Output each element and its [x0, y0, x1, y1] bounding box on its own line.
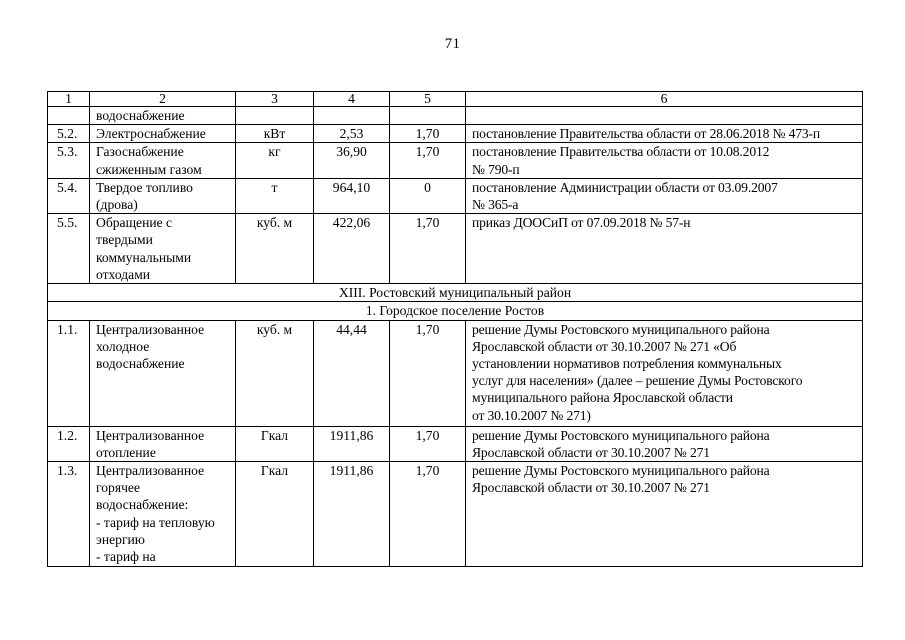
coefficient: 1,70	[390, 462, 466, 567]
subsection-row	[48, 302, 863, 320]
norm-value: 964,10	[314, 178, 390, 213]
row-number: 1.2.	[48, 426, 90, 461]
norm-value: 36,90	[314, 143, 390, 178]
unit: Гкал	[236, 426, 314, 461]
row-number: 5.3.	[48, 143, 90, 178]
unit: куб. м	[236, 320, 314, 426]
coefficient: 1,70	[390, 214, 466, 284]
service-name: Газоснабжение сжиженным газом	[90, 143, 236, 178]
row-number	[48, 107, 90, 125]
unit: кг	[236, 143, 314, 178]
page-number: 71	[444, 36, 461, 52]
coefficient: 0	[390, 178, 466, 213]
coefficient	[390, 107, 466, 125]
table-row	[48, 462, 863, 567]
table-row	[48, 178, 863, 213]
coefficient: 1,70	[390, 125, 466, 143]
tariff-table	[47, 91, 863, 567]
legal-basis: решение Думы Ростовского муниципального района Ярославской области от 30.10.2007 № 271 «Об установлении нормативов потребления коммунальных услуг для населения» (далее – решение Думы Ростовского муниципального района Ярославской области от 30.10.2007 № 271)	[466, 320, 863, 426]
row-number: 5.2.	[48, 125, 90, 143]
subsection-title: 1. Городское поселение Ростов	[48, 302, 863, 320]
row-number: 5.4.	[48, 178, 90, 213]
service-name: Твердое топливо (дрова)	[90, 178, 236, 213]
table-row	[48, 214, 863, 284]
table-row	[48, 143, 863, 178]
norm-value: 1911,86	[314, 426, 390, 461]
column-number: 2	[90, 92, 236, 107]
row-number: 1.1.	[48, 320, 90, 426]
coefficient: 1,70	[390, 320, 466, 426]
legal-basis: решение Думы Ростовского муниципального района Ярославской области от 30.10.2007 № 271	[466, 462, 863, 567]
norm-value	[314, 107, 390, 125]
legal-basis: решение Думы Ростовского муниципального района Ярославской области от 30.10.2007 № 271	[466, 426, 863, 461]
column-number: 5	[390, 92, 466, 107]
coefficient: 1,70	[390, 426, 466, 461]
section-title: XIII. Ростовский муниципальный район	[48, 284, 863, 302]
table-row	[48, 320, 863, 426]
legal-basis: приказ ДООСиП от 07.09.2018 № 57-н	[466, 214, 863, 284]
norm-value: 44,44	[314, 320, 390, 426]
column-number: 6	[466, 92, 863, 107]
service-name: Централизованное горячее водоснабжение: - тариф на тепловую энергию - тариф на	[90, 462, 236, 567]
table-row	[48, 107, 863, 125]
unit: т	[236, 178, 314, 213]
row-number: 1.3.	[48, 462, 90, 567]
legal-basis: постановление Правительства области от 10.08.2012 № 790-п	[466, 143, 863, 178]
legal-basis: постановление Правительства области от 28.06.2018 № 473-п	[466, 125, 863, 143]
column-number-row	[48, 92, 863, 107]
norm-value: 2,53	[314, 125, 390, 143]
column-number: 4	[314, 92, 390, 107]
legal-basis: постановление Администрации области от 03.09.2007 № 365-а	[466, 178, 863, 213]
service-name: Обращение с твердыми коммунальными отходами	[90, 214, 236, 284]
norm-value: 1911,86	[314, 462, 390, 567]
unit: кВт	[236, 125, 314, 143]
column-number: 1	[48, 92, 90, 107]
service-name: Централизованное холодное водоснабжение	[90, 320, 236, 426]
unit: Гкал	[236, 462, 314, 567]
column-number: 3	[236, 92, 314, 107]
table-row	[48, 426, 863, 461]
legal-basis	[466, 107, 863, 125]
service-name: водоснабжение	[90, 107, 236, 125]
norm-value: 422,06	[314, 214, 390, 284]
unit: куб. м	[236, 214, 314, 284]
service-name: Централизованное отопление	[90, 426, 236, 461]
service-name: Электроснабжение	[90, 125, 236, 143]
section-row	[48, 284, 863, 302]
row-number: 5.5.	[48, 214, 90, 284]
coefficient: 1,70	[390, 143, 466, 178]
unit	[236, 107, 314, 125]
table-row	[48, 125, 863, 143]
